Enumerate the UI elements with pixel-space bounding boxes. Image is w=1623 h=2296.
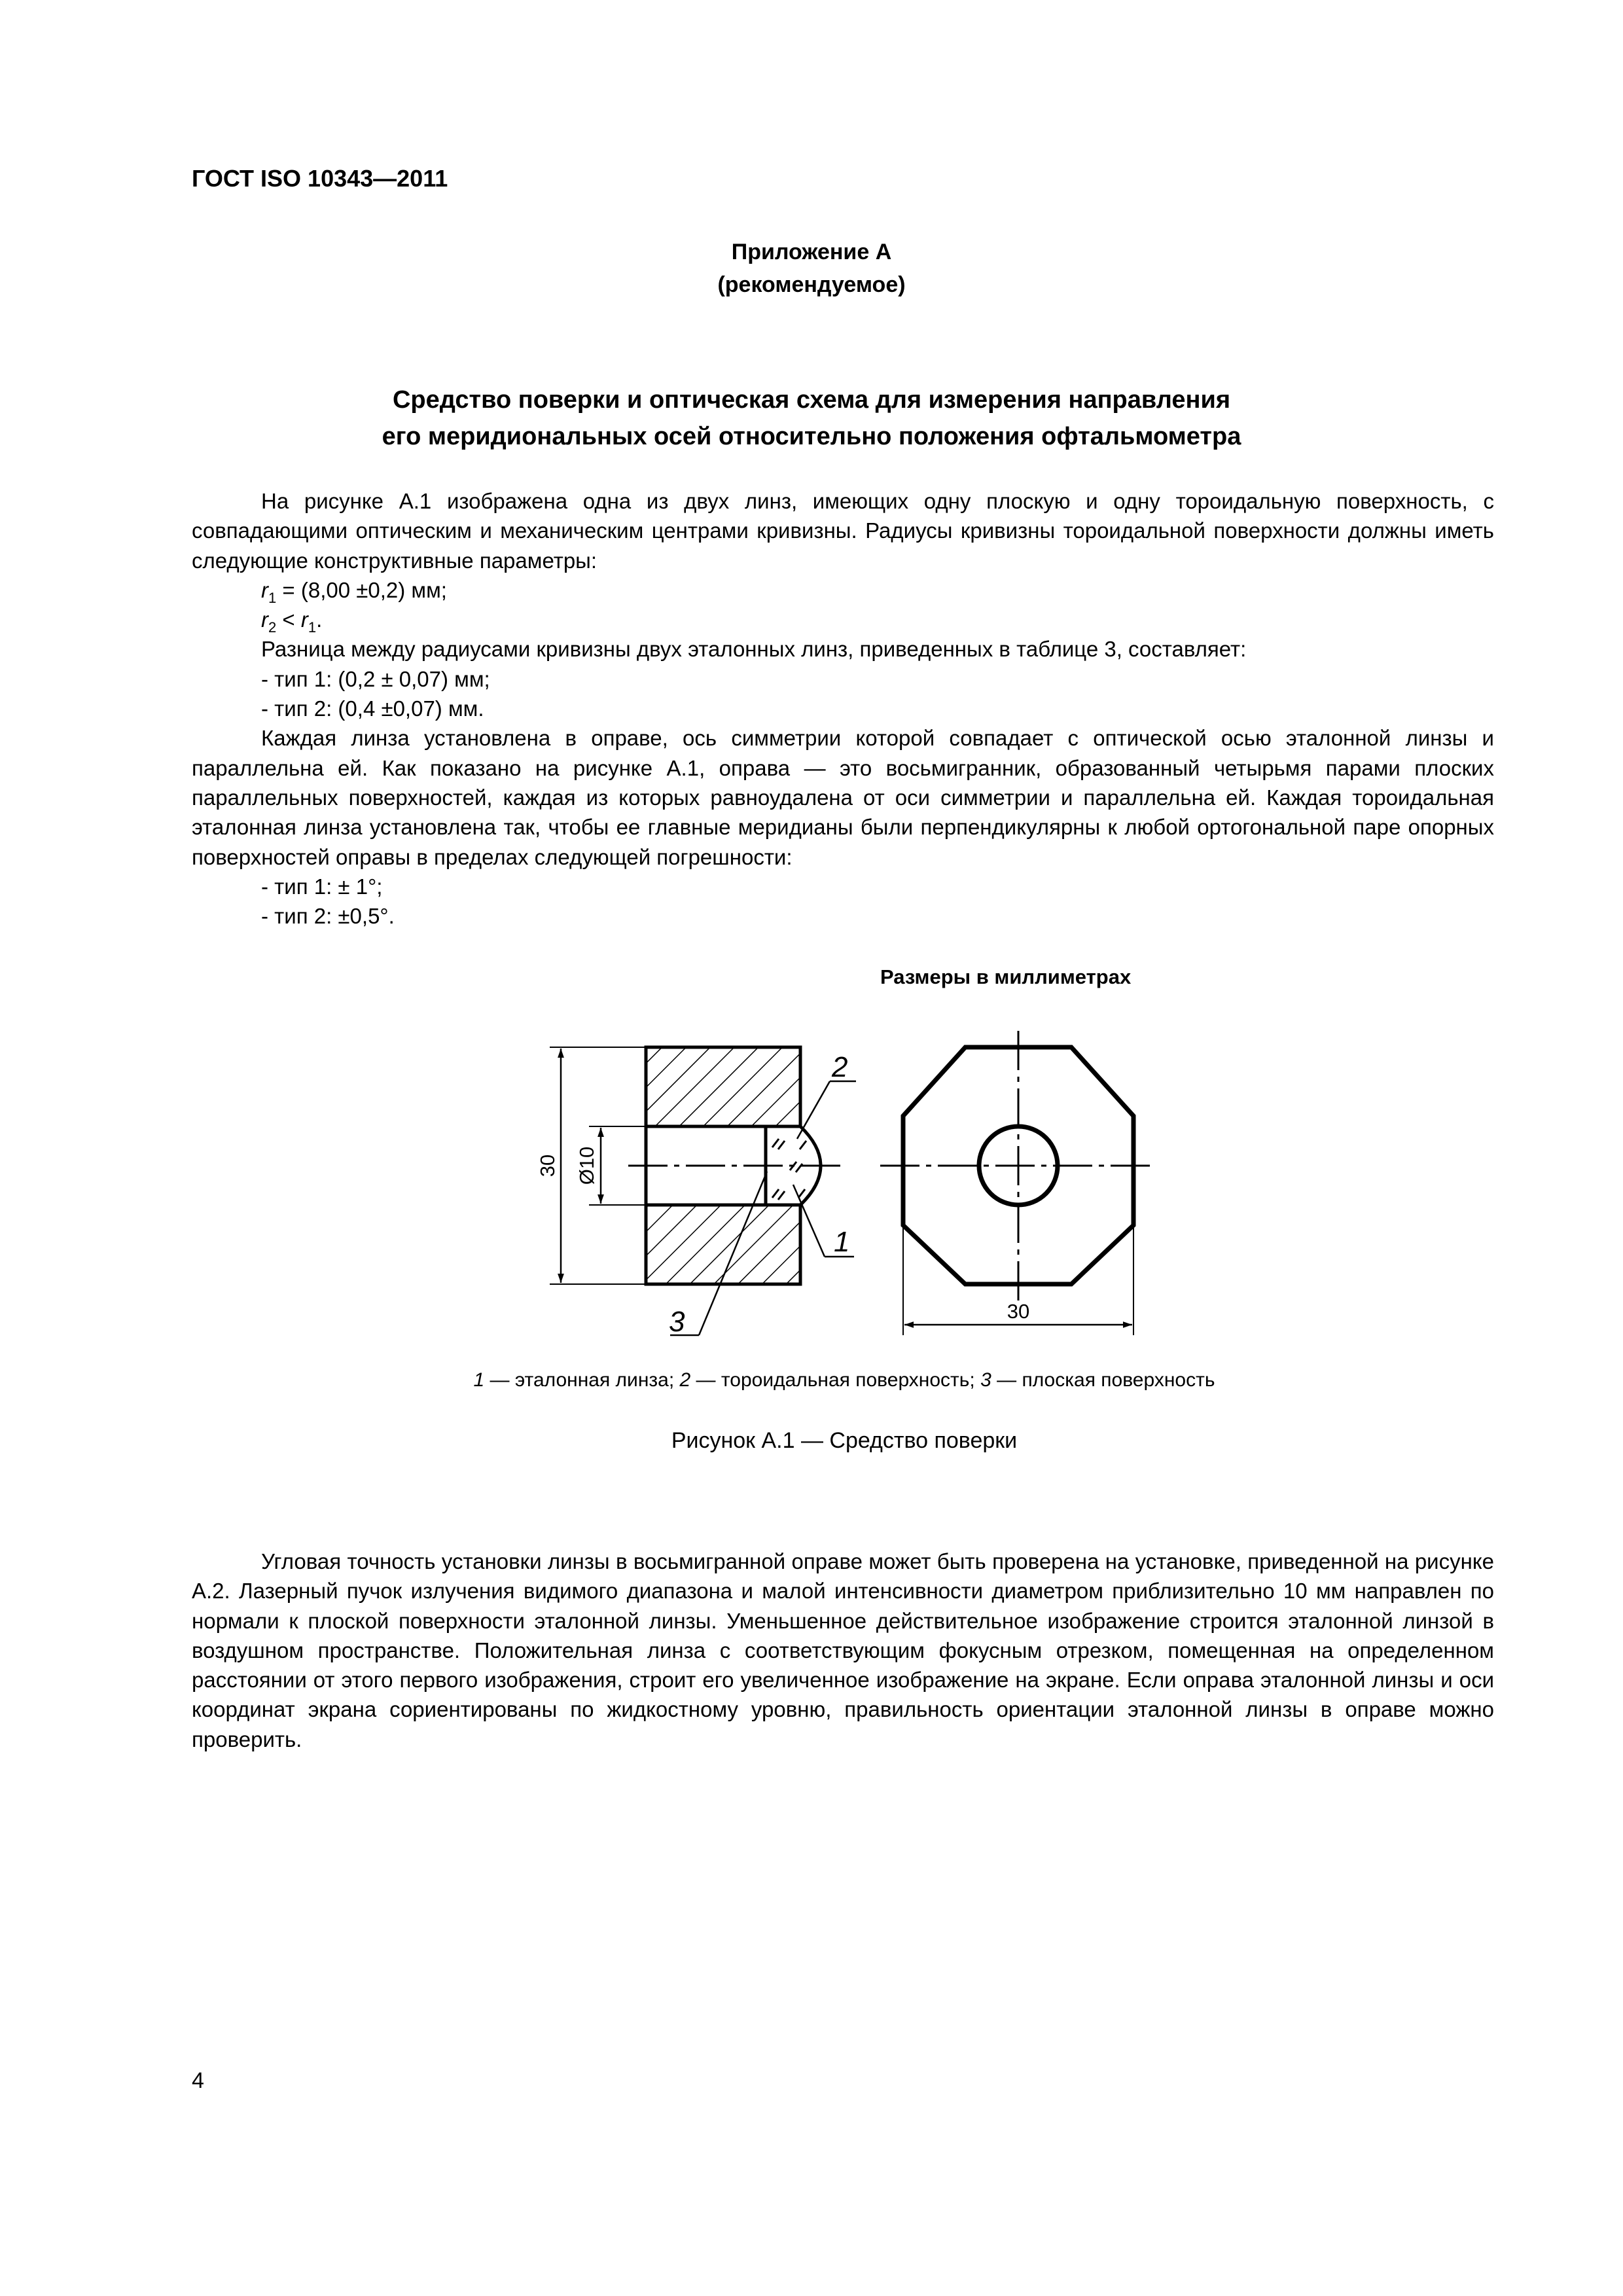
section-title-line-2: его меридиональных осей относительно положения офтальмометра (382, 423, 1241, 450)
figure-legend: 1 — эталонная линза; 2 — тороидальная поверхность; 3 — плоская поверхность (473, 1369, 1215, 1391)
figure-caption: Рисунок А.1 — Средство поверки (671, 1428, 1018, 1453)
dim-30-bottom-label: 30 (1007, 1300, 1030, 1323)
list-item-type2-tolerance: - тип 2: (0,4 ±0,07) мм. (261, 696, 484, 721)
mount-upper-section (646, 1047, 800, 1126)
section-title-line-1: Средство поверки и оптическая схема для измерения направления (392, 386, 1231, 414)
label-3: 3 (669, 1306, 685, 1338)
label-1: 1 (834, 1226, 850, 1258)
document-standard-code: ГОСТ ISO 10343—2011 (192, 165, 448, 192)
formula-r1: $r_1 = (8,00 \pm 0,2)$ мм; (261, 577, 447, 606)
list-item-type2-angle: - тип 2: ±0,5°. (261, 904, 395, 929)
dimensions-note: Размеры в миллиметрах (880, 965, 1132, 988)
mount-section-view (536, 1047, 856, 1338)
paragraph-radius-difference: Разница между радиусами кривизны двух эталонных линз, приведенных в таблице 3, составляет: (261, 637, 1247, 662)
dim-30-left-label: 30 (536, 1154, 559, 1177)
appendix-label: Приложение А (731, 240, 892, 264)
dim-d10-label: Ø10 (575, 1146, 598, 1185)
page-number: 4 (192, 2068, 204, 2093)
mount-lower-section (646, 1205, 800, 1284)
paragraph-angular-accuracy: Угловая точность установки линзы в восьмигранной оправе может быть проверена на установке, приведенной на рисунке А.2. Лазерный пучок излучения видимого диапазона и малой интенсивности диаметром приблизительно 10 мм направлен по нормали к плоской поверхности эталонной линзы. Уменьшенное действительное изображение строится эталонной линзой в воздушном пространстве. Положительная линза с соответствующим фокусным отрезком, помещенная на определенном расстоянии от этого первого изображения, строит его увеличенное изображение на экране. Если оправа эталонной линзы и оси координат экрана сориентированы по жидкостному уровню, правильность ориентации эталонной линзы в оправе можно проверить. (192, 1549, 1494, 1751)
paragraph-lens-mount: Каждая линза установлена в оправе, ось симметрии которой совпадает с оптической осью эталонной линзы и параллельна ей. Как показано на рисунке А.1, оправа — это восьмигранник, образованный четырьмя парами плоских параллельных поверхностей, каждая из которых равноудалена от оси симметрии и параллельна ей. Каждая тороидальная эталонная линза установлена так, чтобы ее главные меридианы были перпендикулярны к любой ортогональной паре опорных поверхностей оправы в пределах следующей погрешности: (192, 726, 1494, 869)
list-item-type1-tolerance: - тип 1: (0,2 ± 0,07) мм; (261, 666, 490, 691)
appendix-status: (рекомендуемое) (717, 272, 906, 297)
list-item-type1-angle: - тип 1: ± 1°; (261, 874, 383, 899)
paragraph-lens-description: На рисунке А.1 изображена одна из двух линз, имеющих одну плоскую и одну тороидальную поверхность, с совпадающими оптическим и механическим центрами кривизны. Радиусы кривизны тороидальной поверхности должны иметь следующие конструктивные параметры: (192, 489, 1494, 573)
mount-front-view (880, 1031, 1155, 1335)
body-text-block-2 (192, 1547, 1494, 1754)
formula-r2: $r_2 < r_1$. (261, 607, 323, 636)
label-2: 2 (832, 1051, 848, 1083)
